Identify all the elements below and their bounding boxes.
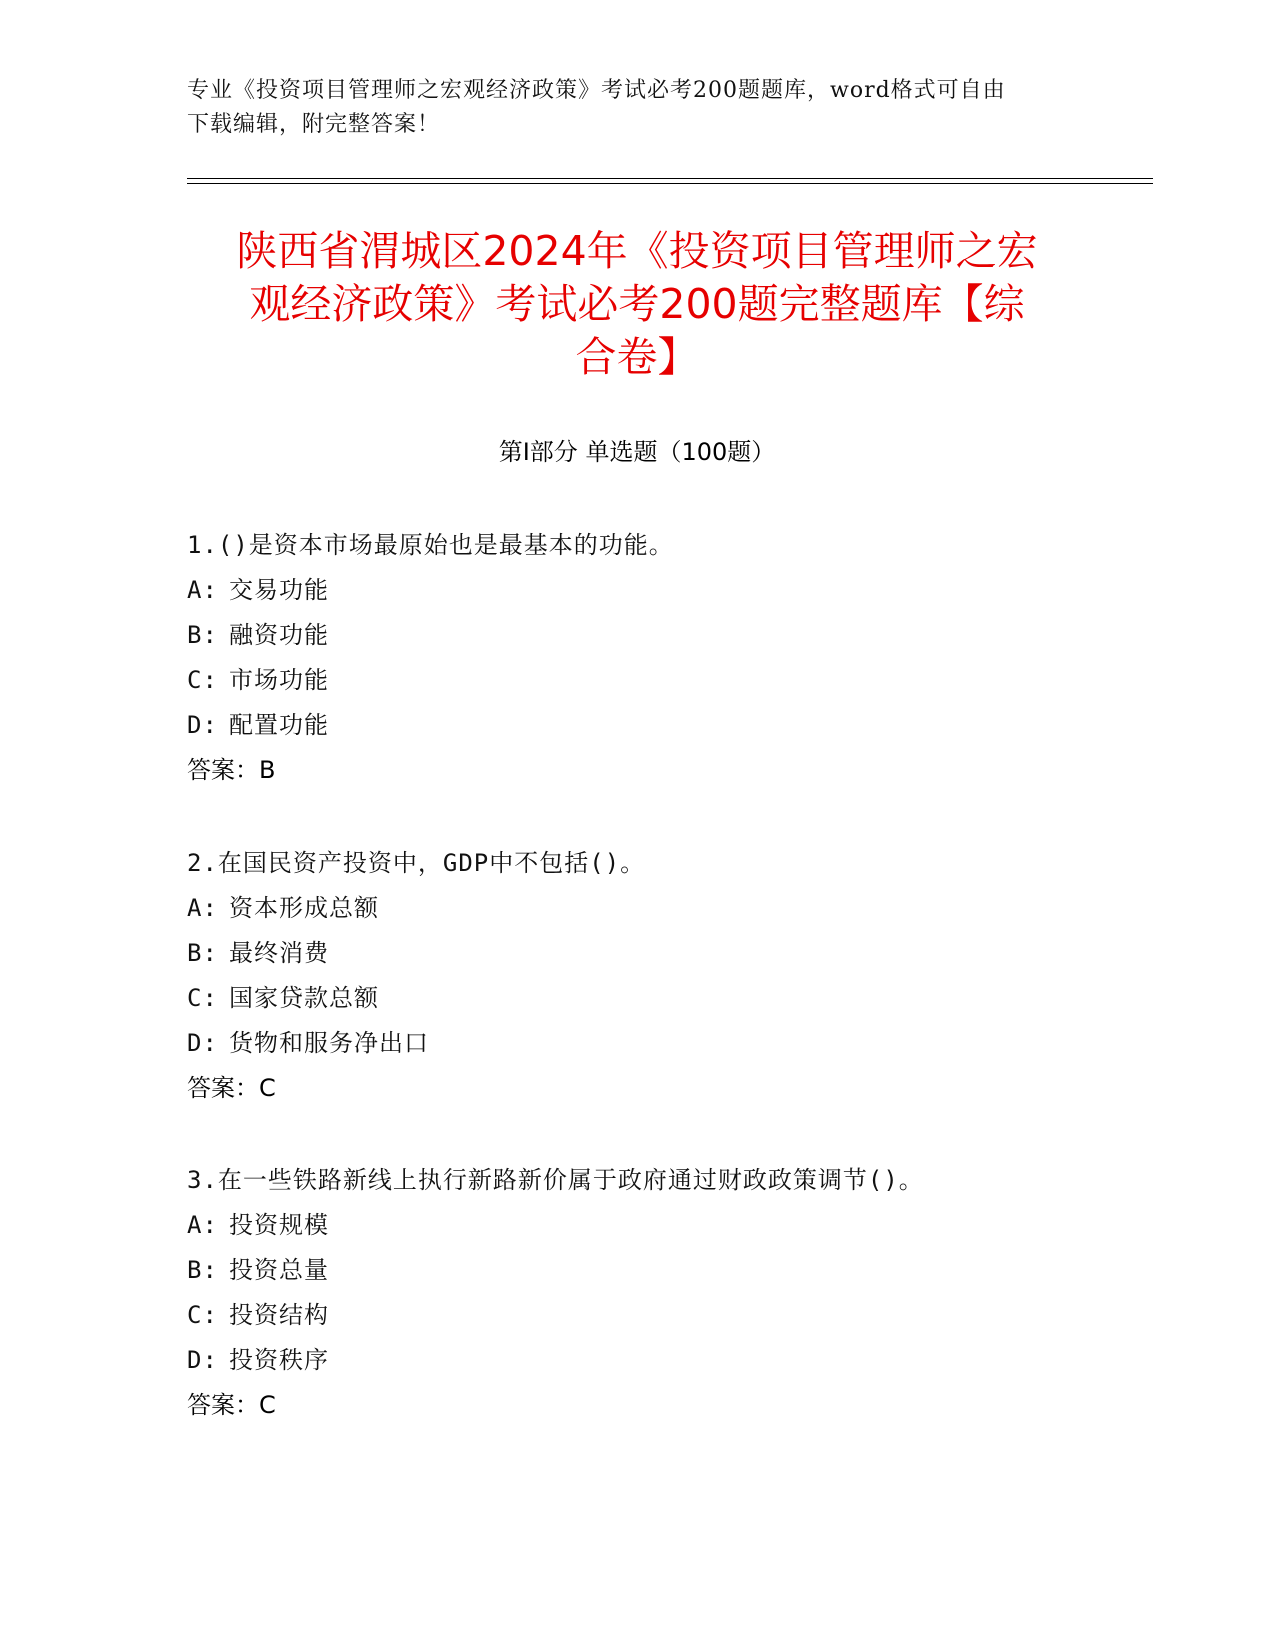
option-letter: A:: [187, 576, 218, 604]
answer: 答案：C: [187, 1074, 276, 1102]
option-letter: C:: [187, 984, 218, 1012]
question-stem: 2.在国民资产投资中，GDP中不包括()。: [187, 849, 646, 877]
option-c: [187, 976, 1137, 1021]
option-a: [187, 886, 1137, 931]
option-c: [187, 1293, 1137, 1338]
answer: 答案：B: [187, 756, 276, 784]
option-letter: B:: [187, 1256, 218, 1284]
option-letter: D:: [187, 1029, 218, 1057]
question-1: [187, 523, 1137, 793]
option-a: [187, 568, 1137, 613]
document-title: [187, 225, 1087, 384]
question-stem: 3.在一些铁路新线上执行新路新价属于政府通过财政政策调节()。: [187, 1166, 924, 1194]
question-2: [187, 841, 1137, 1111]
option-text: 投资总量: [229, 1256, 329, 1284]
option-text: 市场功能: [229, 666, 329, 694]
option-d: [187, 1021, 1137, 1066]
option-d: [187, 1338, 1137, 1383]
option-b: [187, 931, 1137, 976]
document-title-line-2: 观经济政策》考试必考200题完整题库【综: [249, 280, 1025, 328]
option-text: 交易功能: [229, 576, 329, 604]
option-text: 投资秩序: [229, 1346, 329, 1374]
option-letter: A:: [187, 1211, 218, 1239]
option-letter: B:: [187, 621, 218, 649]
option-letter: B:: [187, 939, 218, 967]
header-divider-top: [187, 178, 1153, 179]
document-title-line-3: 合卷】: [575, 333, 699, 381]
option-letter: D:: [187, 711, 218, 739]
option-c: [187, 658, 1137, 703]
option-d: [187, 703, 1137, 748]
option-letter: A:: [187, 894, 218, 922]
option-text: 最终消费: [229, 939, 329, 967]
option-letter: D:: [187, 1346, 218, 1374]
option-b: [187, 1248, 1137, 1293]
header-note-line-1: 专业《投资项目管理师之宏观经济政策》考试必考200题题库，word格式可自由: [187, 78, 1006, 103]
question-stem: 1.()是资本市场最原始也是最基本的功能。: [187, 531, 674, 559]
document-title-line-1: 陕西省渭城区2024年《投资项目管理师之宏: [236, 227, 1038, 275]
header-divider-bottom: [187, 183, 1153, 184]
section-heading: 第I部分 单选题（100题）: [498, 438, 776, 466]
header-note-line-2: 下载编辑，附完整答案！: [187, 112, 441, 137]
option-text: 货物和服务净出口: [229, 1029, 429, 1057]
option-a: [187, 1203, 1137, 1248]
option-text: 投资结构: [229, 1301, 329, 1329]
option-letter: C:: [187, 666, 218, 694]
answer: 答案：C: [187, 1391, 276, 1419]
option-text: 配置功能: [229, 711, 329, 739]
option-text: 资本形成总额: [229, 894, 379, 922]
option-text: 融资功能: [229, 621, 329, 649]
option-text: 国家贷款总额: [229, 984, 379, 1012]
question-3: [187, 1158, 1137, 1428]
option-letter: C:: [187, 1301, 218, 1329]
header-note: [187, 74, 1087, 142]
option-text: 投资规模: [229, 1211, 329, 1239]
option-b: [187, 613, 1137, 658]
